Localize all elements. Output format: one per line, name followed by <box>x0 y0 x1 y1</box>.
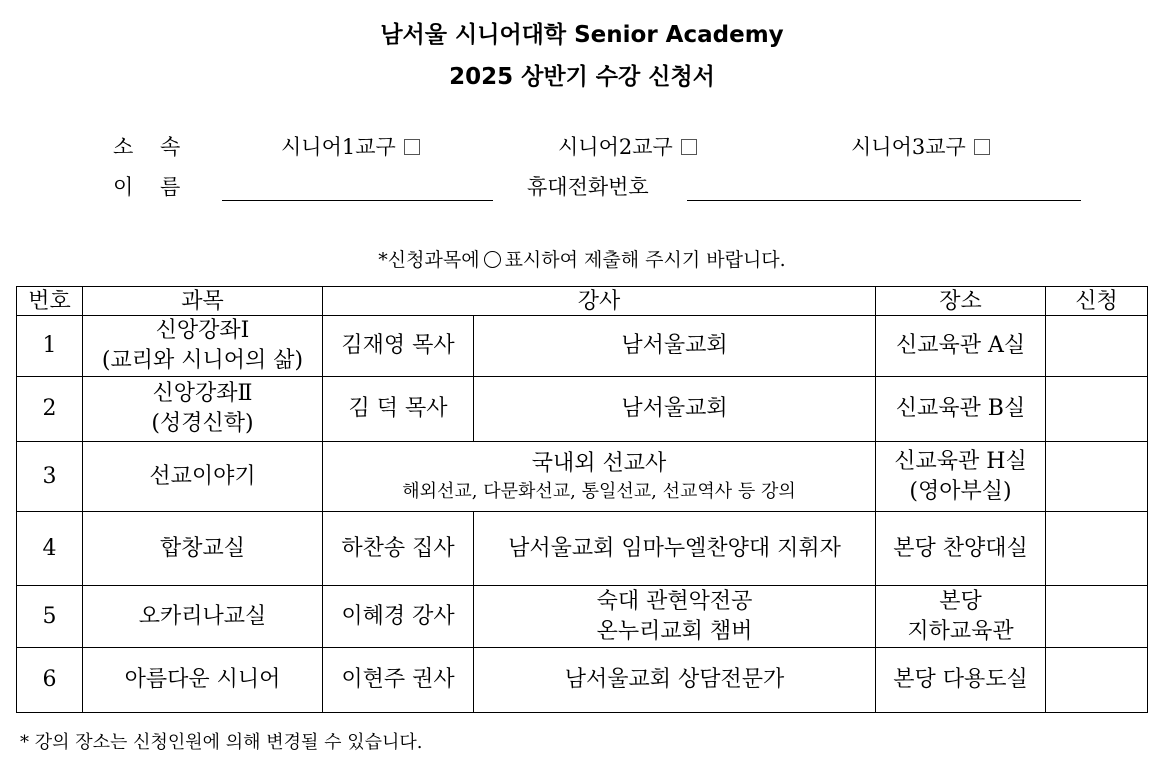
place-name: 신교육관 H실 <box>894 448 1027 474</box>
course-cell <box>83 377 323 442</box>
notice-text-before: *신청과목에 <box>378 249 480 271</box>
affiliation-cell: 남서울교회 <box>474 316 876 377</box>
apply-cell[interactable] <box>1046 512 1148 586</box>
header-instructor: 강사 <box>323 287 876 316</box>
row-number: 3 <box>17 442 83 512</box>
course-cell <box>83 316 323 377</box>
course-name: 신앙강좌Ⅰ <box>155 318 250 343</box>
header-place: 장소 <box>876 287 1046 316</box>
phone-label: 휴대전화번호 <box>527 175 649 199</box>
course-cell: 아름다운 시니어 <box>83 648 323 713</box>
row-number: 6 <box>17 648 83 713</box>
course-table <box>16 286 1148 713</box>
course-subtitle: (성경신학) <box>151 411 254 436</box>
header-course: 과목 <box>83 287 323 316</box>
name-field[interactable] <box>222 200 493 201</box>
affiliation-label: 소 속 <box>113 135 181 159</box>
instructor-cell: 김 덕 목사 <box>323 377 474 442</box>
affiliation-line: 숙대 관현악전공 <box>596 588 753 614</box>
option-senior2[interactable] <box>558 131 697 161</box>
option-senior3[interactable] <box>851 131 990 161</box>
apply-cell[interactable] <box>1046 316 1148 377</box>
header-apply: 신청 <box>1046 287 1148 316</box>
place-cell <box>876 442 1046 512</box>
notice-text-after: 표시하여 제출해 주시기 바랍니다. <box>504 249 786 271</box>
row-number: 4 <box>17 512 83 586</box>
circle-mark-icon <box>484 251 501 268</box>
place-cell <box>876 586 1046 648</box>
place-detail: (영아부실) <box>909 478 1012 504</box>
course-name: 신앙강좌Ⅱ <box>152 381 253 406</box>
place-name: 본당 <box>939 588 982 614</box>
table-row <box>17 377 1148 442</box>
row-number: 1 <box>17 316 83 377</box>
name-label: 이 름 <box>113 175 181 199</box>
instructor-cell <box>323 442 876 512</box>
place-cell: 신교육관 A실 <box>876 316 1046 377</box>
apply-cell[interactable] <box>1046 442 1148 512</box>
instructor-cell: 이현주 권사 <box>323 648 474 713</box>
apply-cell[interactable] <box>1046 586 1148 648</box>
checkbox-senior1[interactable] <box>404 139 420 155</box>
option-senior2-label: 시니어2교구 <box>558 135 673 159</box>
course-subtitle: (교리와 시니어의 삶) <box>101 348 304 373</box>
instructor-name: 국내외 선교사 <box>531 450 667 476</box>
place-detail: 지하교육관 <box>907 618 1014 644</box>
course-cell: 선교이야기 <box>83 442 323 512</box>
form-subtitle: 2025 상반기 수강 신청서 <box>449 64 715 90</box>
option-senior1[interactable] <box>281 131 420 161</box>
place-cell: 신교육관 B실 <box>876 377 1046 442</box>
table-row <box>17 316 1148 377</box>
table-row <box>17 442 1148 512</box>
instructor-cell: 하찬송 집사 <box>323 512 474 586</box>
footnote: * 강의 장소는 신청인원에 의해 변경될 수 있습니다. <box>20 732 423 753</box>
option-senior1-label: 시니어1교구 <box>281 135 396 159</box>
affiliation-cell: 남서울교회 상담전문가 <box>474 648 876 713</box>
instructor-cell: 김재영 목사 <box>323 316 474 377</box>
instructor-description: 해외선교, 다문화선교, 통일선교, 선교역사 등 강의 <box>402 480 796 502</box>
place-cell: 본당 찬양대실 <box>876 512 1046 586</box>
course-cell: 합창교실 <box>83 512 323 586</box>
form-title: 남서울 시니어대학 Senior Academy <box>380 22 784 48</box>
option-senior3-label: 시니어3교구 <box>851 135 966 159</box>
course-cell: 오카리나교실 <box>83 586 323 648</box>
table-row <box>17 648 1148 713</box>
apply-cell[interactable] <box>1046 648 1148 713</box>
apply-cell[interactable] <box>1046 377 1148 442</box>
table-row <box>17 512 1148 586</box>
instruction-notice <box>0 245 1164 272</box>
header-number: 번호 <box>17 287 83 316</box>
phone-field[interactable] <box>687 200 1081 201</box>
affiliation-cell: 남서울교회 임마누엘찬양대 지휘자 <box>474 512 876 586</box>
table-row <box>17 586 1148 648</box>
instructor-cell: 이혜경 강사 <box>323 586 474 648</box>
checkbox-senior3[interactable] <box>974 139 990 155</box>
affiliation-cell: 남서울교회 <box>474 377 876 442</box>
affiliation-line: 온누리교회 챔버 <box>596 618 753 644</box>
row-number: 2 <box>17 377 83 442</box>
affiliation-cell <box>474 586 876 648</box>
row-number: 5 <box>17 586 83 648</box>
checkbox-senior2[interactable] <box>681 139 697 155</box>
place-cell: 본당 다용도실 <box>876 648 1046 713</box>
table-header-row <box>17 287 1148 316</box>
